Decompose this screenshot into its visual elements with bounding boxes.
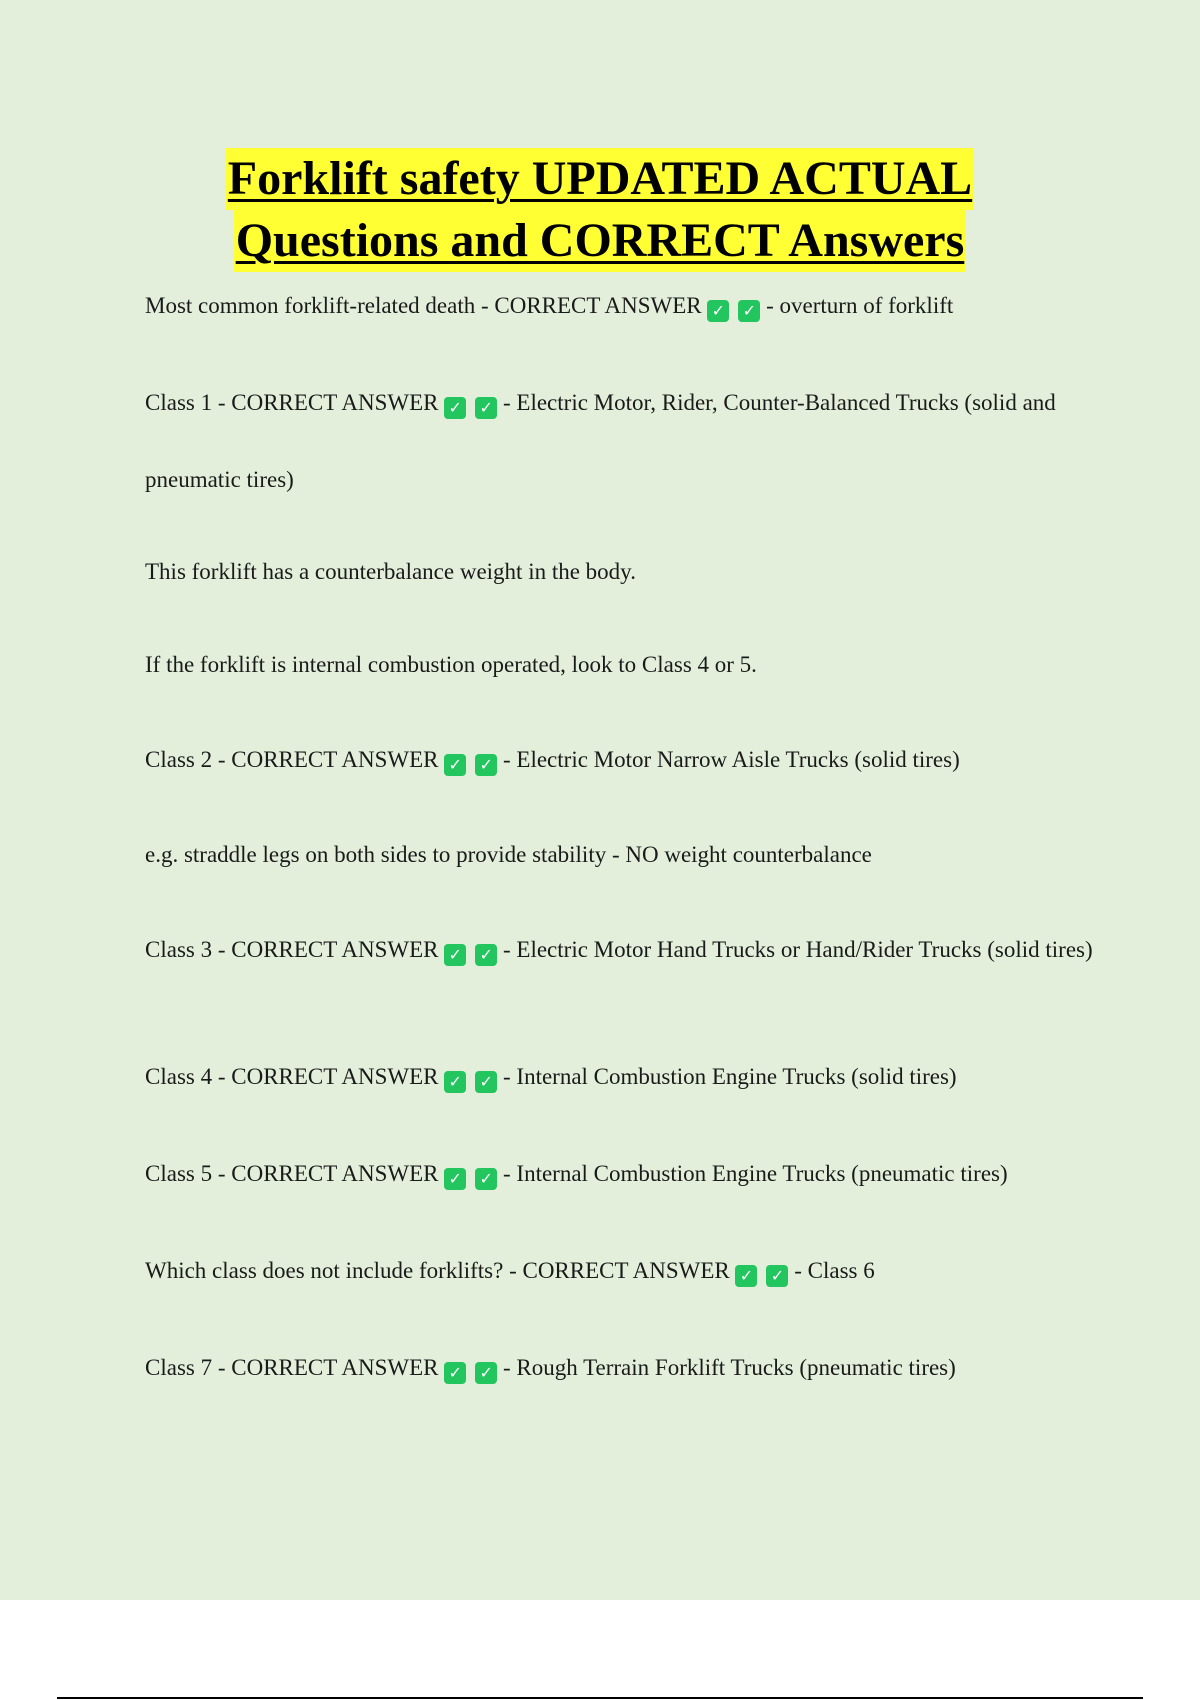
check-mark-icon: ✓ bbox=[738, 300, 760, 322]
check-mark-icon: ✓ bbox=[735, 1265, 757, 1287]
question-text: Class 1 - CORRECT ANSWER bbox=[145, 390, 439, 415]
check-mark-icon: ✓ bbox=[444, 397, 466, 419]
answer-text: - Internal Combustion Engine Trucks (solid tires) bbox=[503, 1064, 957, 1089]
question-text: Class 7 - CORRECT ANSWER bbox=[145, 1355, 439, 1380]
answer-text: - Electric Motor Narrow Aisle Trucks (solid tires) bbox=[503, 747, 960, 772]
qa-entry bbox=[145, 934, 1095, 966]
qa-entry bbox=[145, 1061, 1095, 1093]
check-mark-icon: ✓ bbox=[444, 754, 466, 776]
footer-divider bbox=[57, 1697, 1143, 1699]
check-mark-icon: ✓ bbox=[444, 944, 466, 966]
check-mark-icon: ✓ bbox=[475, 1168, 497, 1190]
qa-entry bbox=[145, 290, 1095, 322]
question-text: Which class does not include forklifts? - CORRECT ANSWER bbox=[145, 1258, 730, 1283]
qa-entry bbox=[145, 744, 1095, 776]
check-mark-icon: ✓ bbox=[444, 1168, 466, 1190]
answer-text: - Electric Motor Hand Trucks or Hand/Rider Trucks (solid tires) bbox=[503, 937, 1093, 962]
title-line-1: Forklift safety UPDATED ACTUAL bbox=[226, 148, 974, 210]
question-text: Class 5 - CORRECT ANSWER bbox=[145, 1161, 439, 1186]
check-mark-icon: ✓ bbox=[707, 300, 729, 322]
qa-entry bbox=[145, 387, 1095, 419]
page-title bbox=[0, 148, 1200, 272]
check-mark-icon: ✓ bbox=[444, 1071, 466, 1093]
check-mark-icon: ✓ bbox=[444, 1362, 466, 1384]
question-text: Class 2 - CORRECT ANSWER bbox=[145, 747, 439, 772]
text-line: e.g. straddle legs on both sides to provide stability - NO weight counterbalance bbox=[145, 842, 872, 867]
title-line-2: Questions and CORRECT Answers bbox=[234, 210, 967, 272]
answer-text: - Internal Combustion Engine Trucks (pneumatic tires) bbox=[503, 1161, 1008, 1186]
qa-entry bbox=[145, 1352, 1095, 1384]
question-text: Class 3 - CORRECT ANSWER bbox=[145, 937, 439, 962]
check-mark-icon: ✓ bbox=[766, 1265, 788, 1287]
question-text: Most common forklift-related death - CORRECT ANSWER bbox=[145, 293, 702, 318]
answer-text: - Class 6 bbox=[794, 1258, 875, 1283]
text-line: pneumatic tires) bbox=[145, 467, 294, 492]
check-mark-icon: ✓ bbox=[475, 754, 497, 776]
question-text: Class 4 - CORRECT ANSWER bbox=[145, 1064, 439, 1089]
qa-entry bbox=[145, 1158, 1095, 1190]
check-mark-icon: ✓ bbox=[475, 1071, 497, 1093]
check-mark-icon: ✓ bbox=[475, 1362, 497, 1384]
check-mark-icon: ✓ bbox=[475, 944, 497, 966]
check-mark-icon: ✓ bbox=[475, 397, 497, 419]
answer-text: - overturn of forklift bbox=[766, 293, 954, 318]
text-line: This forklift has a counterbalance weight in the body. bbox=[145, 559, 636, 584]
answer-text: - Rough Terrain Forklift Trucks (pneumatic tires) bbox=[503, 1355, 956, 1380]
answer-text: - Electric Motor, Rider, Counter-Balanced Trucks (solid and bbox=[503, 390, 1056, 415]
qa-entry bbox=[145, 1255, 1095, 1287]
text-line: If the forklift is internal combustion operated, look to Class 4 or 5. bbox=[145, 652, 757, 677]
